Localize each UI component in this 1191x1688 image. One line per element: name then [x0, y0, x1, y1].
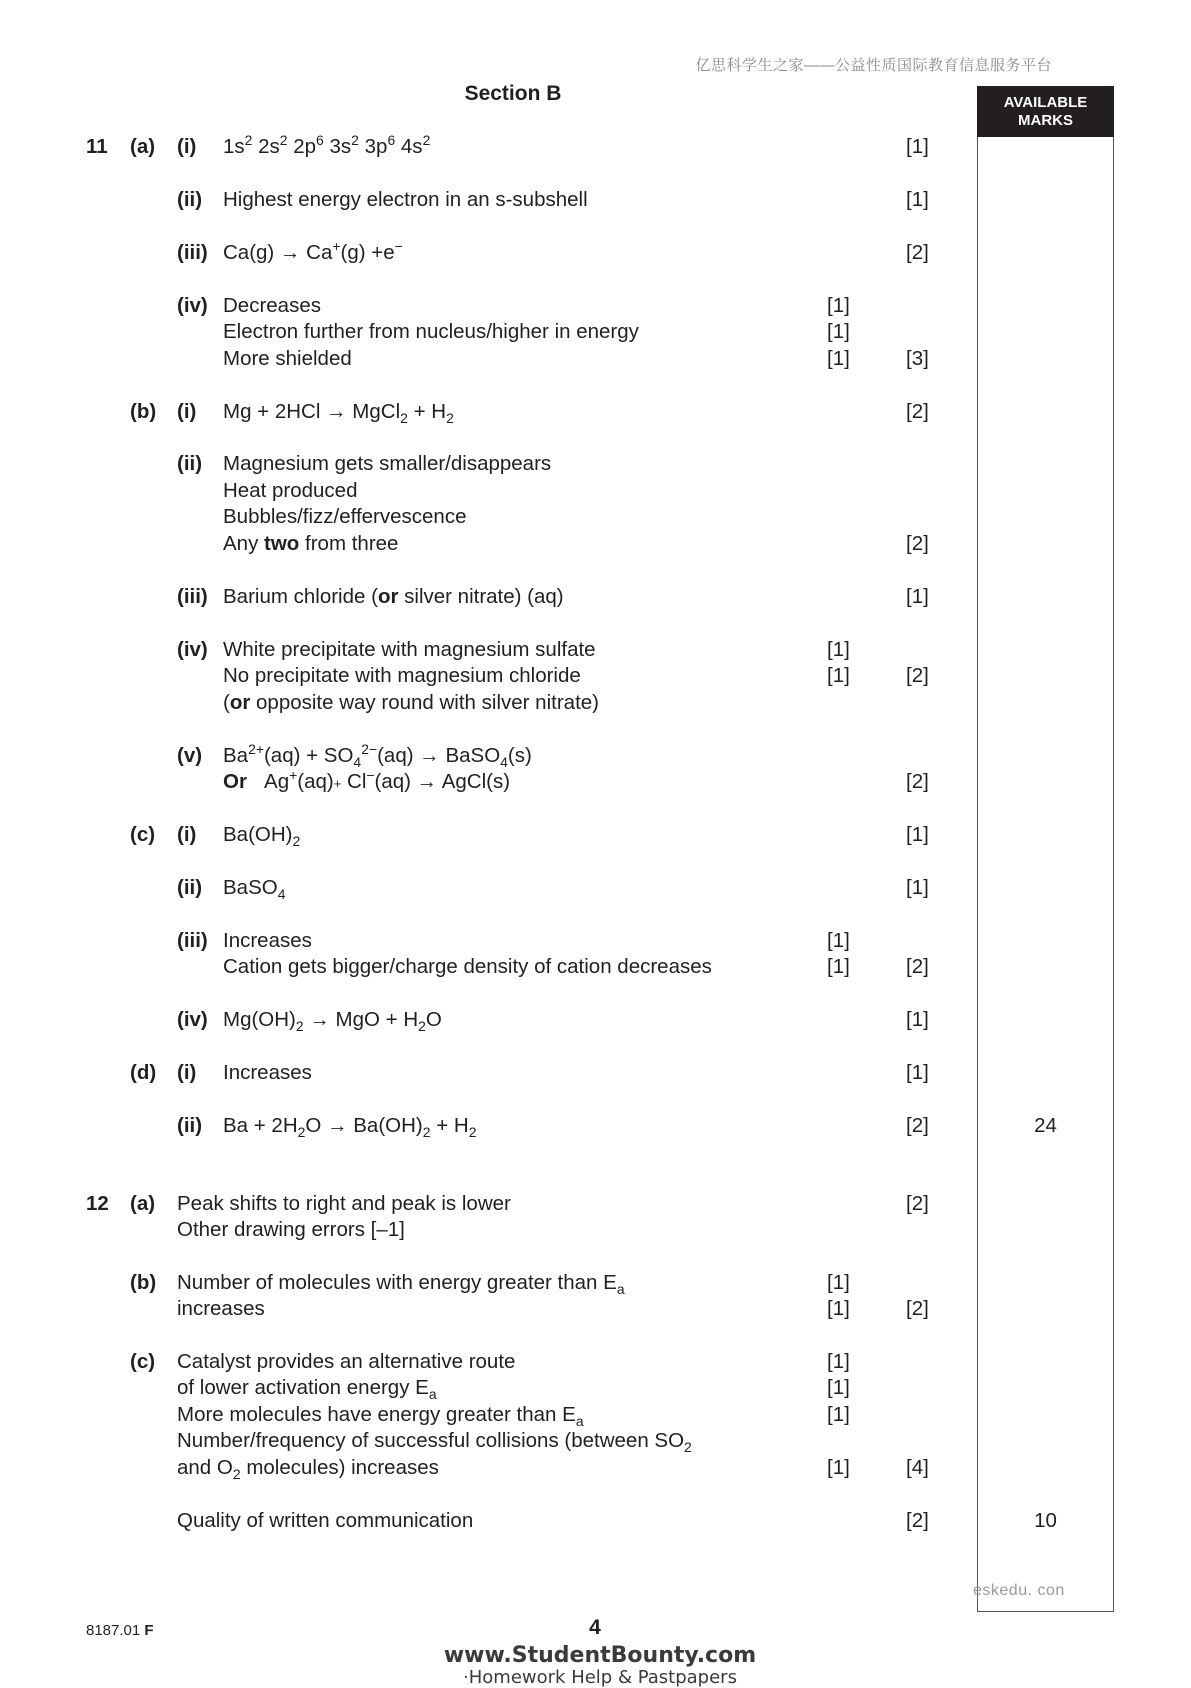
answer-row-11b-iv-2: [0, 662, 1191, 689]
answer-row-11d-i: [0, 1059, 1191, 1086]
ionisation-equation: Ca(g) → Ca+(g) +e−: [223, 238, 403, 264]
point-mark: [1]: [827, 1271, 850, 1294]
answer-row-11a-iv-2: [0, 318, 1191, 345]
mark: [2]: [906, 664, 929, 687]
available-marks-header: [977, 86, 1114, 137]
answer-row-12c-4: [0, 1427, 1191, 1454]
mark: [2]: [906, 1297, 929, 1320]
answer-row-12c-2: [0, 1374, 1191, 1401]
answer-text: and $O_2$ molecules) increases: [177, 1456, 439, 1483]
available-marks-total: 10: [1034, 1509, 1057, 1532]
subpart-label: (iii): [177, 929, 208, 952]
answer-text: Magnesium gets smaller/disappears: [223, 452, 552, 475]
part-label: (c): [130, 1350, 156, 1373]
subpart-label: (ii): [177, 452, 203, 475]
answer-text: Increases: [223, 929, 312, 952]
subpart-label: (iv): [177, 1008, 208, 1031]
subpart-label: (iv): [177, 294, 208, 317]
answer-row-12a-2: [0, 1216, 1191, 1243]
answer-row-11c-iv: [0, 1006, 1191, 1033]
mark: [1]: [906, 188, 929, 211]
point-mark: [1]: [827, 320, 850, 343]
mark: [2]: [906, 770, 929, 793]
formula: BaSO$_4$: [223, 876, 286, 903]
subpart-label: (i): [177, 823, 197, 846]
answer-text: Barium chloride (or silver nitrate) (aq): [223, 585, 564, 608]
answer-text: No precipitate with magnesium chloride: [223, 664, 581, 687]
subpart-label: (iii): [177, 241, 208, 264]
mark: [3]: [906, 347, 929, 370]
answer-text: Electron further from nucleus/higher in energy: [223, 320, 639, 343]
point-mark: [1]: [827, 294, 850, 317]
answer-text: Peak shifts to right and peak is lower: [177, 1192, 511, 1215]
subpart-label: (ii): [177, 1114, 203, 1137]
answer-row-12c-5: [0, 1454, 1191, 1481]
answer-text: Highest energy electron in an s-subshell: [223, 188, 588, 211]
answer-row-12b-1: [0, 1269, 1191, 1296]
mark: [2]: [906, 1509, 929, 1532]
answer-row-11a-iv-1: [0, 292, 1191, 319]
point-mark: [1]: [827, 955, 850, 978]
answer-text: Number of molecules with energy greater than $E_a$: [177, 1271, 625, 1298]
answer-row-12c-3: [0, 1401, 1191, 1428]
section-title: Section B: [464, 82, 562, 105]
answer-row-11d-ii: [0, 1112, 1191, 1139]
point-mark: [1]: [827, 1376, 850, 1399]
point-mark: [1]: [827, 664, 850, 687]
mark: [4]: [906, 1456, 929, 1479]
answer-text: Increases: [223, 1061, 312, 1084]
answer-row-11c-i: [0, 821, 1191, 848]
answer-row-11c-iii-2: [0, 953, 1191, 980]
mark: [1]: [906, 585, 929, 608]
answer-text: More shielded: [223, 347, 352, 370]
answer-row-12c-1: [0, 1348, 1191, 1375]
answer-row-11b-ii-4: [0, 530, 1191, 557]
marks-heading-line1: AVAILABLE: [1003, 93, 1088, 111]
answer-row-11a-iv-3: [0, 345, 1191, 372]
mark: [1]: [906, 823, 929, 846]
logo-url: www.StudentBounty.com: [443, 1643, 757, 1668]
answer-row-11b-ii-2: [0, 477, 1191, 504]
answer-row-11b-iv-1: [0, 636, 1191, 663]
answer-row-11b-i: [0, 398, 1191, 425]
mark: [2]: [906, 955, 929, 978]
question-number: 12: [86, 1192, 109, 1215]
answer-text: Catalyst provides an alternative route: [177, 1350, 516, 1373]
point-mark: [1]: [827, 1350, 850, 1373]
answer-row-11b-iii: [0, 583, 1191, 610]
answer-text: increases: [177, 1297, 265, 1320]
answer-text: Number/frequency of successful collisions (between $SO_2$: [177, 1429, 692, 1456]
mark: [2]: [906, 532, 929, 555]
answer-row-11a-i: [0, 133, 1191, 160]
part-label: (b): [130, 1271, 157, 1294]
point-mark: [1]: [827, 1403, 850, 1426]
answer-row-11b-ii-3: [0, 503, 1191, 530]
answer-row-11c-iii-1: [0, 927, 1191, 954]
answer-text: Decreases: [223, 294, 321, 317]
watermark-text: eskedu. con: [973, 1582, 1065, 1599]
subpart-label: (i): [177, 135, 197, 158]
paper-code: 8187.01 F: [86, 1622, 154, 1639]
part-label: (c): [130, 823, 156, 846]
reaction-equation: Mg + 2HCl → MgCl$_2$ + $H_2$: [223, 400, 454, 427]
answer-row-12-qwc: [0, 1507, 1191, 1534]
subpart-label: (ii): [177, 188, 203, 211]
marks-heading-line2: MARKS: [1018, 111, 1073, 129]
point-mark: [1]: [827, 929, 850, 952]
subpart-label: (i): [177, 400, 197, 423]
answer-text: Cation gets bigger/charge density of cation decreases: [223, 955, 712, 978]
answer-text: More molecules have energy greater than $E_a$: [177, 1403, 584, 1430]
reaction-equation: $Ba + 2H_2O \to Ba(OH)_2 + H_2$: [223, 1114, 477, 1141]
subpart-label: (ii): [177, 876, 203, 899]
answer-row-11a-iii: [0, 239, 1191, 266]
answer-row-11b-v-2: [0, 768, 1191, 795]
answer-text: Heat produced: [223, 479, 358, 502]
logo-tagline: ·Homework Help & Pastpapers: [463, 1667, 737, 1688]
part-label: (a): [130, 135, 156, 158]
formula: $Ba(OH)_2$: [223, 823, 301, 850]
answer-text: of lower activation energy $E_a$: [177, 1376, 437, 1403]
mark: [1]: [906, 1061, 929, 1084]
subpart-label: (iii): [177, 585, 208, 608]
answer-text: White precipitate with magnesium sulfate: [223, 638, 596, 661]
answer-text: Other drawing errors [–1]: [177, 1218, 405, 1241]
platform-header-text: 亿思科学生之家——公益性质国际教育信息服务平台: [695, 57, 1052, 74]
mark: [2]: [906, 1192, 929, 1215]
point-mark: [1]: [827, 638, 850, 661]
mark: [1]: [906, 1008, 929, 1031]
answer-row-11b-v-1: [0, 742, 1191, 769]
answer-row-12a-1: [0, 1190, 1191, 1217]
answer-text: Bubbles/fizz/effervescence: [223, 505, 467, 528]
subpart-label: (iv): [177, 638, 208, 661]
answer-row-11a-ii: [0, 186, 1191, 213]
answer-text: (or opposite way round with silver nitrate): [223, 691, 599, 714]
point-mark: [1]: [827, 1456, 850, 1479]
available-marks-total: 24: [1034, 1114, 1057, 1137]
ionic-equation-barium: $Ba^{2+}(aq) + SO_4^{2-}(aq)$ → BaSO$_4$(s): [223, 741, 532, 771]
mark: [2]: [906, 241, 929, 264]
electron-configuration: $1s^2$ $2s^2$ $2p^6$ $3s^2$ $3p^6$ $4s^2$: [223, 132, 431, 158]
answer-text: Any two from three: [223, 532, 399, 555]
question-number: 11: [86, 135, 108, 158]
ionic-equation-silver: Or Ag+(aq)+ Cl−(aq) → AgCl(s): [223, 767, 511, 793]
mark: [1]: [906, 135, 929, 158]
answer-row-11b-iv-3: [0, 689, 1191, 716]
answer-row-11b-ii-1: [0, 450, 1191, 477]
subpart-label: (i): [177, 1061, 197, 1084]
studentbounty-logo[interactable]: [440, 1644, 760, 1688]
subpart-label: (v): [177, 744, 203, 767]
point-mark: [1]: [827, 1297, 850, 1320]
mark: [2]: [906, 1114, 929, 1137]
part-label: (b): [130, 400, 157, 423]
page-number: 4: [589, 1616, 601, 1639]
decomposition-equation: $Mg(OH)_2$ → MgO + $H_2O$: [223, 1008, 442, 1035]
mark: [1]: [906, 876, 929, 899]
part-label: (a): [130, 1192, 156, 1215]
mark: [2]: [906, 400, 929, 423]
point-mark: [1]: [827, 347, 850, 370]
answer-row-11c-ii: [0, 874, 1191, 901]
part-label: (d): [130, 1061, 157, 1084]
answer-text: Quality of written communication: [177, 1509, 474, 1532]
answer-row-12b-2: [0, 1295, 1191, 1322]
